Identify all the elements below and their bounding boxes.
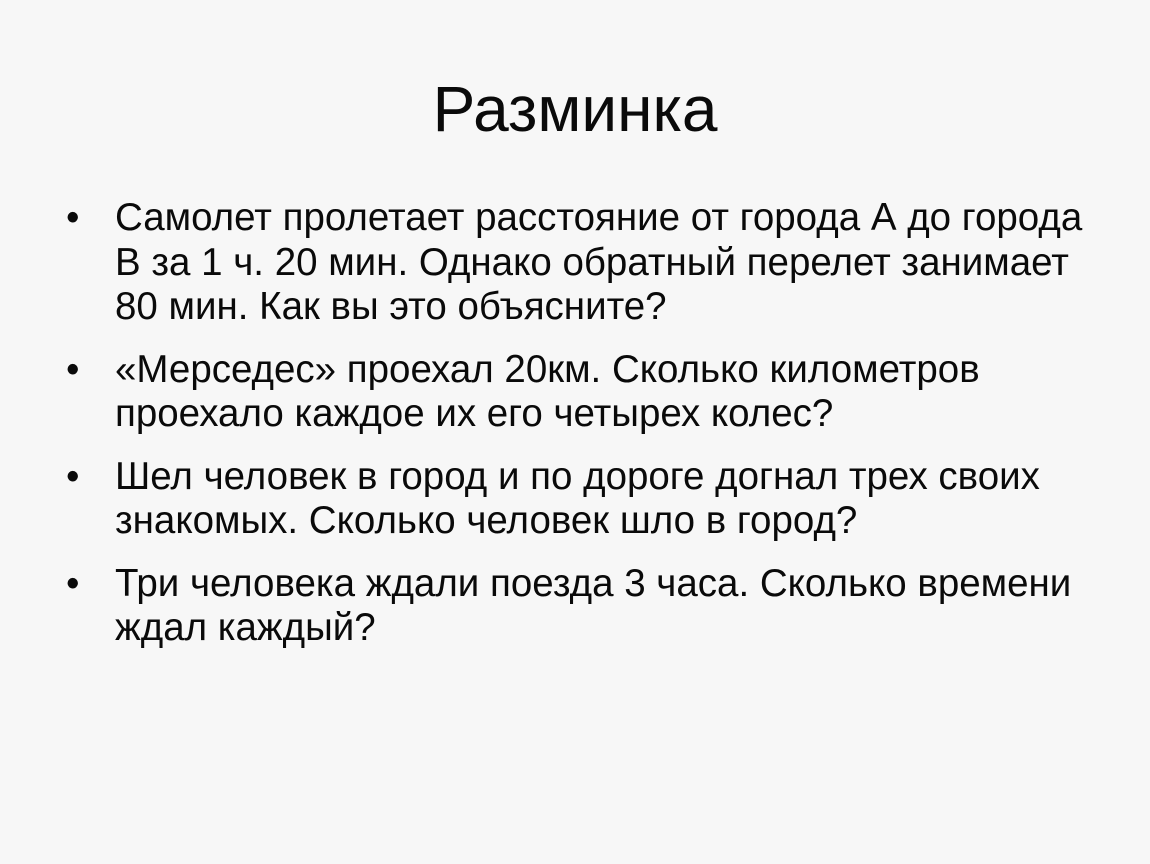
bullet-item xyxy=(66,562,1096,651)
bullet-list xyxy=(66,196,1096,669)
bullet-item xyxy=(66,348,1096,437)
bullet-text: Самолет пролетает расстояние от города А до города В за 1 ч. 20 мин. Однако обратный перелет занимает 80 мин. Как вы это объясните? xyxy=(115,196,1083,328)
bullet-marker: • xyxy=(66,454,80,498)
bullet-item xyxy=(66,196,1096,330)
bullet-marker: • xyxy=(66,561,80,605)
bullet-marker: • xyxy=(66,347,80,391)
bullet-item xyxy=(66,455,1096,544)
bullet-marker: • xyxy=(66,196,80,239)
bullet-text: «Мерседес» проехал 20км. Сколько километров проехало каждое их его четырех колес? xyxy=(115,347,980,435)
bullet-text: Шел человек в город и по дороге догнал трех своих знакомых. Сколько человек шло в город? xyxy=(115,454,1040,542)
slide-title: Разминка xyxy=(432,73,718,145)
bullet-text: Три человека ждали поезда 3 часа. Сколько времени ждал каждый? xyxy=(115,561,1072,649)
